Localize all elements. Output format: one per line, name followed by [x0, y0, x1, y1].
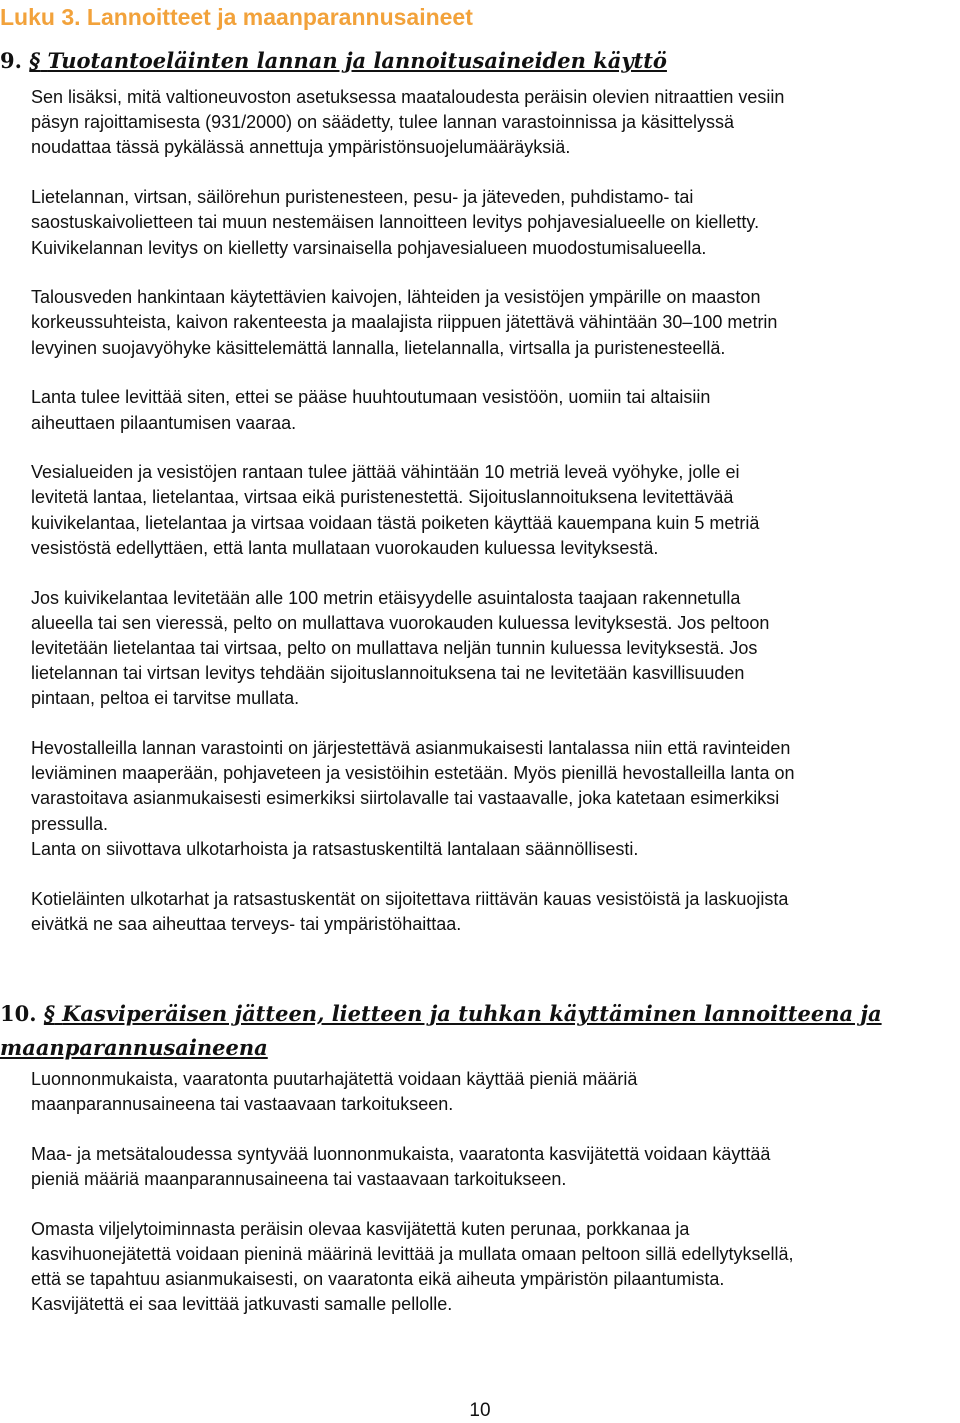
section-10-symbol: §: [43, 1001, 55, 1026]
section-9-title-text: Tuotantoeläinten lannan ja lannoitusaineiden käyttö: [47, 48, 667, 73]
section-9-paragraph-8: Lanta on siivottava ulkotarhoista ja ratsastuskentiltä lantalaan säännöllisesti.: [31, 838, 639, 859]
section-9-paragraph-5: Vesialueiden ja vesistöjen rantaan tulee jättää vähintään 10 metriä leveä vyöhyke, jolle ei levitetä lantaa, lietelantaa, virtsaa eikä puristenestettä. Sijoituslannoituksena levitettävää kuivikelantaa, lietelantaa ja virtsaa voidaan tästä poiketen käyttää kauempana kuin 5 metriä vesistöstä edellyttäen, että lanta mullataan vuorokauden kuluessa levityksestä.: [31, 462, 760, 558]
section-10-paragraph-1: Luonnonmukaista, vaaratonta puutarhajätettä voidaan käyttää pieniä määriä maanparannusaineena tai vastaavaan tarkoitukseen.: [31, 1069, 638, 1115]
section-9-paragraph-7: Hevostalleilla lannan varastointi on järjestettävä asianmukaisesti lantalassa niin että ravinteiden leviäminen maaperään, pohjaveteen ja vesistöihin estetään. Myös pienillä hevostalleilla lanta on varastoitava asianmukaisesti esimerkiksi siirtolavalle tai vastaavalle, joka katetaan esimerkiksi pressulla.: [31, 738, 795, 834]
section-9-paragraph-6: Jos kuivikelantaa levitetään alle 100 metrin etäisyydelle asuintalosta taajaan rakennetulla alueella tai sen vieressä, pelto on mullattava vuorokauden kuluessa levityksestä. Jos peltoon levitetään lietelantaa tai virtsaa, pelto on mullattava neljän tunnin kuluessa levityksestä. Jos lietelannan tai virtsan levitys tehdään sijoituslannoituksena tai ne levitetään kasvillisuuden pintaan, peltoa ei tarvitse mullata.: [31, 587, 770, 709]
section-10-paragraph-3: Omasta viljelytoiminnasta peräisin olevaa kasvijätettä kuten perunaa, porkkanaa ja kasvihuonejätettä voidaan pieninä määrinä levittää ja mullata omaan peltoon sillä edellytyksellä, että se tapahtuu asianmukaisesti, on vaaratonta eikä aiheuta ympäristön pilaantumista. Kasvijätettä ei saa levittää jatkuvasti samalle pellolle.: [31, 1218, 794, 1315]
section-10-title-text: Kasviperäisen jätteen, lietteen ja tuhkan käyttäminen lannoitteena ja maanparannusaineena: [0, 1001, 882, 1060]
chapter-heading: Luku 3. Lannoitteet ja maanparannusaineet: [0, 4, 473, 30]
section-9-heading: [0, 46, 667, 76]
section-9-title: [29, 48, 667, 73]
section-9-body: [31, 85, 960, 961]
section-10-title: [0, 1001, 882, 1060]
section-9-symbol: §: [29, 48, 41, 73]
section-9-number: 9.: [0, 48, 22, 73]
section-9-paragraph-2: Lietelannan, virtsan, säilörehun puristenesteen, pesu- ja jäteveden, puhdistamo- tai saostuskaivolietteen tai muun nestemäisen lannoitteen levitys pohjavesialueelle on kielletty. Kuivikelannan levitys on kielletty varsinaisella pohjavesialueen muodostumisalueella.: [31, 187, 760, 258]
section-10-body: [31, 1067, 960, 1342]
section-9-paragraph-1: Sen lisäksi, mitä valtioneuvoston asetuksessa maataloudesta peräisin olevien nitraattien vesiin päsyn rajoittamisesta (931/2000) on säädetty, tulee lannan varastoinnissa ja käsittelyssä noudattaa tässä pykälässä annettuja ympäristönsuojelumääräyksiä.: [31, 87, 785, 158]
section-9-paragraph-4: Lanta tulee levittää siten, ettei se pääse huuhtoutumaan vesistöön, uomiin tai altaisiin aiheuttaen pilaantumisen vaaraa.: [31, 387, 711, 433]
page-number: 10: [469, 1400, 491, 1421]
section-10-heading: [0, 997, 955, 1065]
section-10-paragraph-2: Maa- ja metsätaloudessa syntyvää luonnonmukaista, vaaratonta kasvijätettä voidaan käyttää pieniä määriä maanparannusaineena tai vastaavaan tarkoitukseen.: [31, 1143, 771, 1190]
section-9-paragraph-9: Kotieläinten ulkotarhat ja ratsastuskentät on sijoitettava riittävän kauas vesistöistä ja laskuojista eivätkä ne saa aiheuttaa terveys- tai ympäristöhaittaa.: [31, 888, 789, 934]
section-9-paragraph-3: Talousveden hankintaan käytettävien kaivojen, lähteiden ja vesistöjen ympärille on maaston korkeussuhteista, kaivon rakenteesta ja maalajista riippuen jätettävä vähintään 30–100 metrin levyinen suojavyöhyke käsittelemättä lannalla, lietelannalla, virtsalla ja puristenesteellä.: [31, 287, 778, 358]
section-10-number: 10.: [0, 1001, 37, 1026]
